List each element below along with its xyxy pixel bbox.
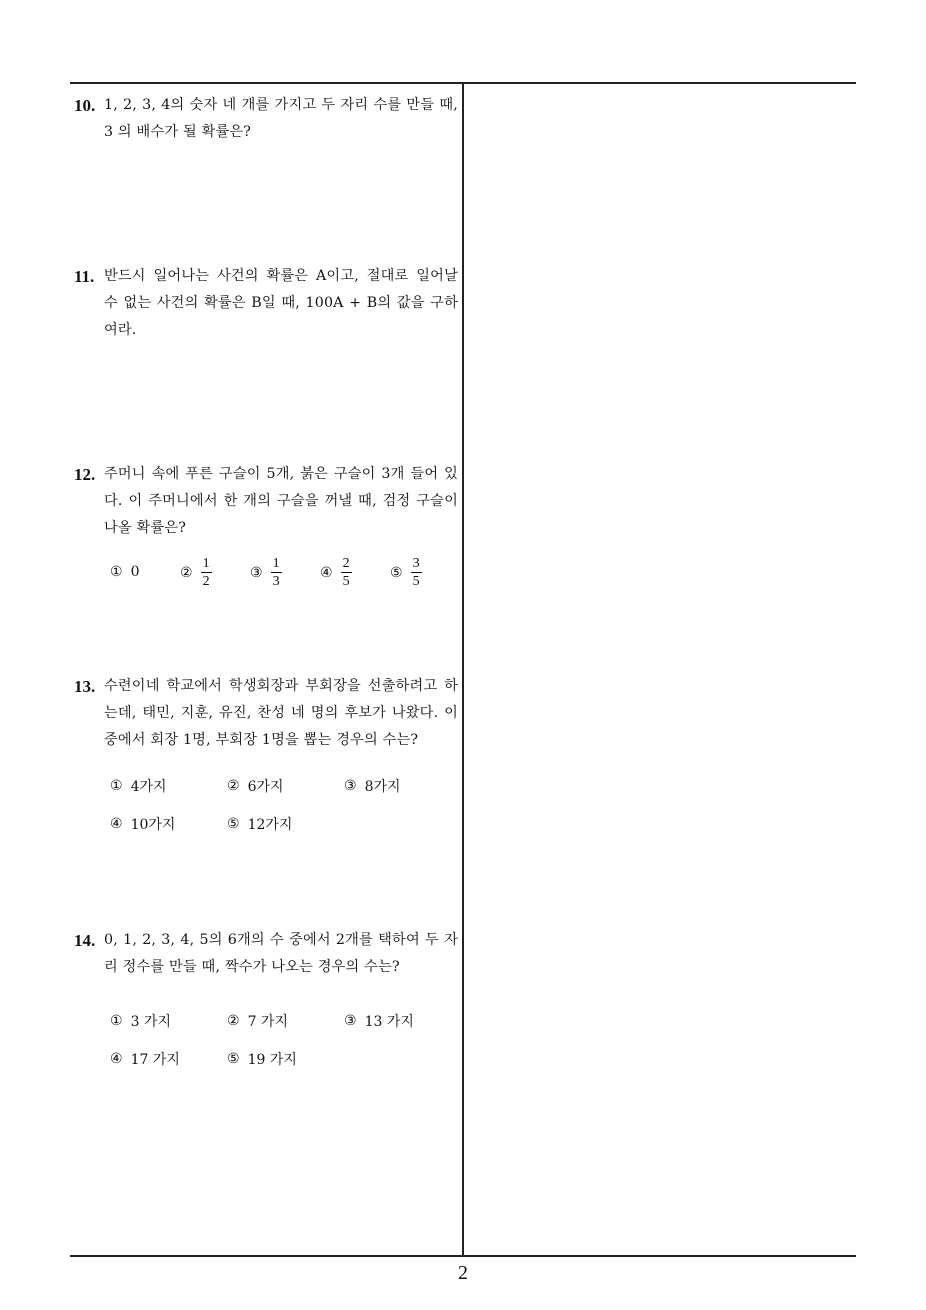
fraction xyxy=(271,556,282,589)
option-marker: ② xyxy=(227,778,240,794)
option-value: 7 가지 xyxy=(247,1014,288,1030)
option-5[interactable] xyxy=(227,1049,297,1069)
bottom-rule xyxy=(70,1255,856,1257)
option-marker: ⑤ xyxy=(390,564,403,581)
option-value: 0 xyxy=(130,564,140,580)
option-2[interactable] xyxy=(227,1011,288,1031)
option-4[interactable] xyxy=(110,1049,180,1069)
option-marker: ⑤ xyxy=(227,1051,240,1067)
question-11 xyxy=(74,263,458,344)
question-12 xyxy=(74,461,458,606)
fraction xyxy=(341,556,352,589)
option-marker: ② xyxy=(180,564,193,581)
fraction-numerator: 1 xyxy=(202,556,210,571)
fraction-numerator: 3 xyxy=(412,556,420,571)
fraction-denominator: 3 xyxy=(272,574,280,589)
option-1[interactable] xyxy=(110,1011,171,1031)
option-1[interactable] xyxy=(110,564,139,580)
option-2[interactable] xyxy=(227,776,284,796)
column-divider xyxy=(462,82,464,1257)
option-value: 4가지 xyxy=(130,779,167,795)
option-value: 19 가지 xyxy=(247,1052,297,1068)
question-number: 11. xyxy=(74,267,95,286)
fraction-denominator: 5 xyxy=(342,574,350,589)
option-value: 8가지 xyxy=(364,779,401,795)
option-marker: ③ xyxy=(250,564,263,581)
option-value: 17 가지 xyxy=(130,1052,180,1068)
option-3[interactable] xyxy=(344,1011,414,1031)
option-marker: ① xyxy=(110,778,123,794)
option-value: 3 가지 xyxy=(130,1014,171,1030)
fraction xyxy=(201,556,212,589)
option-value: 13 가지 xyxy=(364,1014,414,1030)
fraction-denominator: 2 xyxy=(202,574,210,589)
option-marker: ③ xyxy=(344,1013,357,1029)
option-marker: ① xyxy=(110,1013,123,1029)
option-marker: ④ xyxy=(110,816,123,832)
question-number: 14. xyxy=(74,931,96,950)
answer-options xyxy=(110,556,458,606)
option-marker: ③ xyxy=(344,778,357,794)
option-2[interactable] xyxy=(180,556,212,589)
option-marker: ④ xyxy=(320,564,333,581)
question-10 xyxy=(74,92,458,146)
option-5[interactable] xyxy=(390,556,422,589)
fraction-numerator: 1 xyxy=(272,556,280,571)
option-5[interactable] xyxy=(227,814,292,834)
fraction xyxy=(411,556,422,589)
option-marker: ⑤ xyxy=(227,816,240,832)
option-value: 6가지 xyxy=(247,779,284,795)
question-14 xyxy=(74,927,458,1068)
option-marker: ① xyxy=(110,564,123,580)
page-number: 2 xyxy=(458,1262,468,1284)
question-number: 10. xyxy=(74,96,96,115)
question-text: 반드시 일어나는 사건의 확률은 A이고, 절대로 일어날 수 없는 사건의 확률은 B일 때, 100A + B의 값을 구하여라. xyxy=(104,268,458,338)
option-marker: ② xyxy=(227,1013,240,1029)
option-value: 10가지 xyxy=(130,817,176,833)
question-13 xyxy=(74,673,458,838)
option-3[interactable] xyxy=(250,556,282,589)
option-3[interactable] xyxy=(344,776,401,796)
question-text: 수련이네 학교에서 학생회장과 부회장을 선출하려고 하는데, 태민, 지훈, 유진, 찬성 네 명의 후보가 나왔다. 이 중에서 회장 1명, 부회장 1명을 뽑는 경우의 수는? xyxy=(104,678,458,748)
question-text: 0, 1, 2, 3, 4, 5의 6개의 수 중에서 2개를 택하여 두 자리 정수를 만들 때, 짝수가 나오는 경우의 수는? xyxy=(104,932,458,975)
question-number: 12. xyxy=(74,465,96,484)
option-marker: ④ xyxy=(110,1051,123,1067)
option-value: 12가지 xyxy=(247,817,293,833)
question-number: 13. xyxy=(74,677,96,696)
question-text: 1, 2, 3, 4의 숫자 네 개를 가지고 두 자리 수를 만들 때, 3 의 배수가 될 확률은? xyxy=(104,97,458,140)
option-1[interactable] xyxy=(110,776,167,796)
fraction-denominator: 5 xyxy=(412,574,420,589)
option-4[interactable] xyxy=(320,556,352,589)
option-4[interactable] xyxy=(110,814,175,834)
fraction-numerator: 2 xyxy=(342,556,350,571)
answer-options xyxy=(110,768,458,838)
answer-options xyxy=(110,995,458,1068)
question-text: 주머니 속에 푸른 구슬이 5개, 붉은 구슬이 3개 들어 있다. 이 주머니에서 한 개의 구슬을 꺼낼 때, 검정 구슬이 나올 확률은? xyxy=(104,466,458,536)
